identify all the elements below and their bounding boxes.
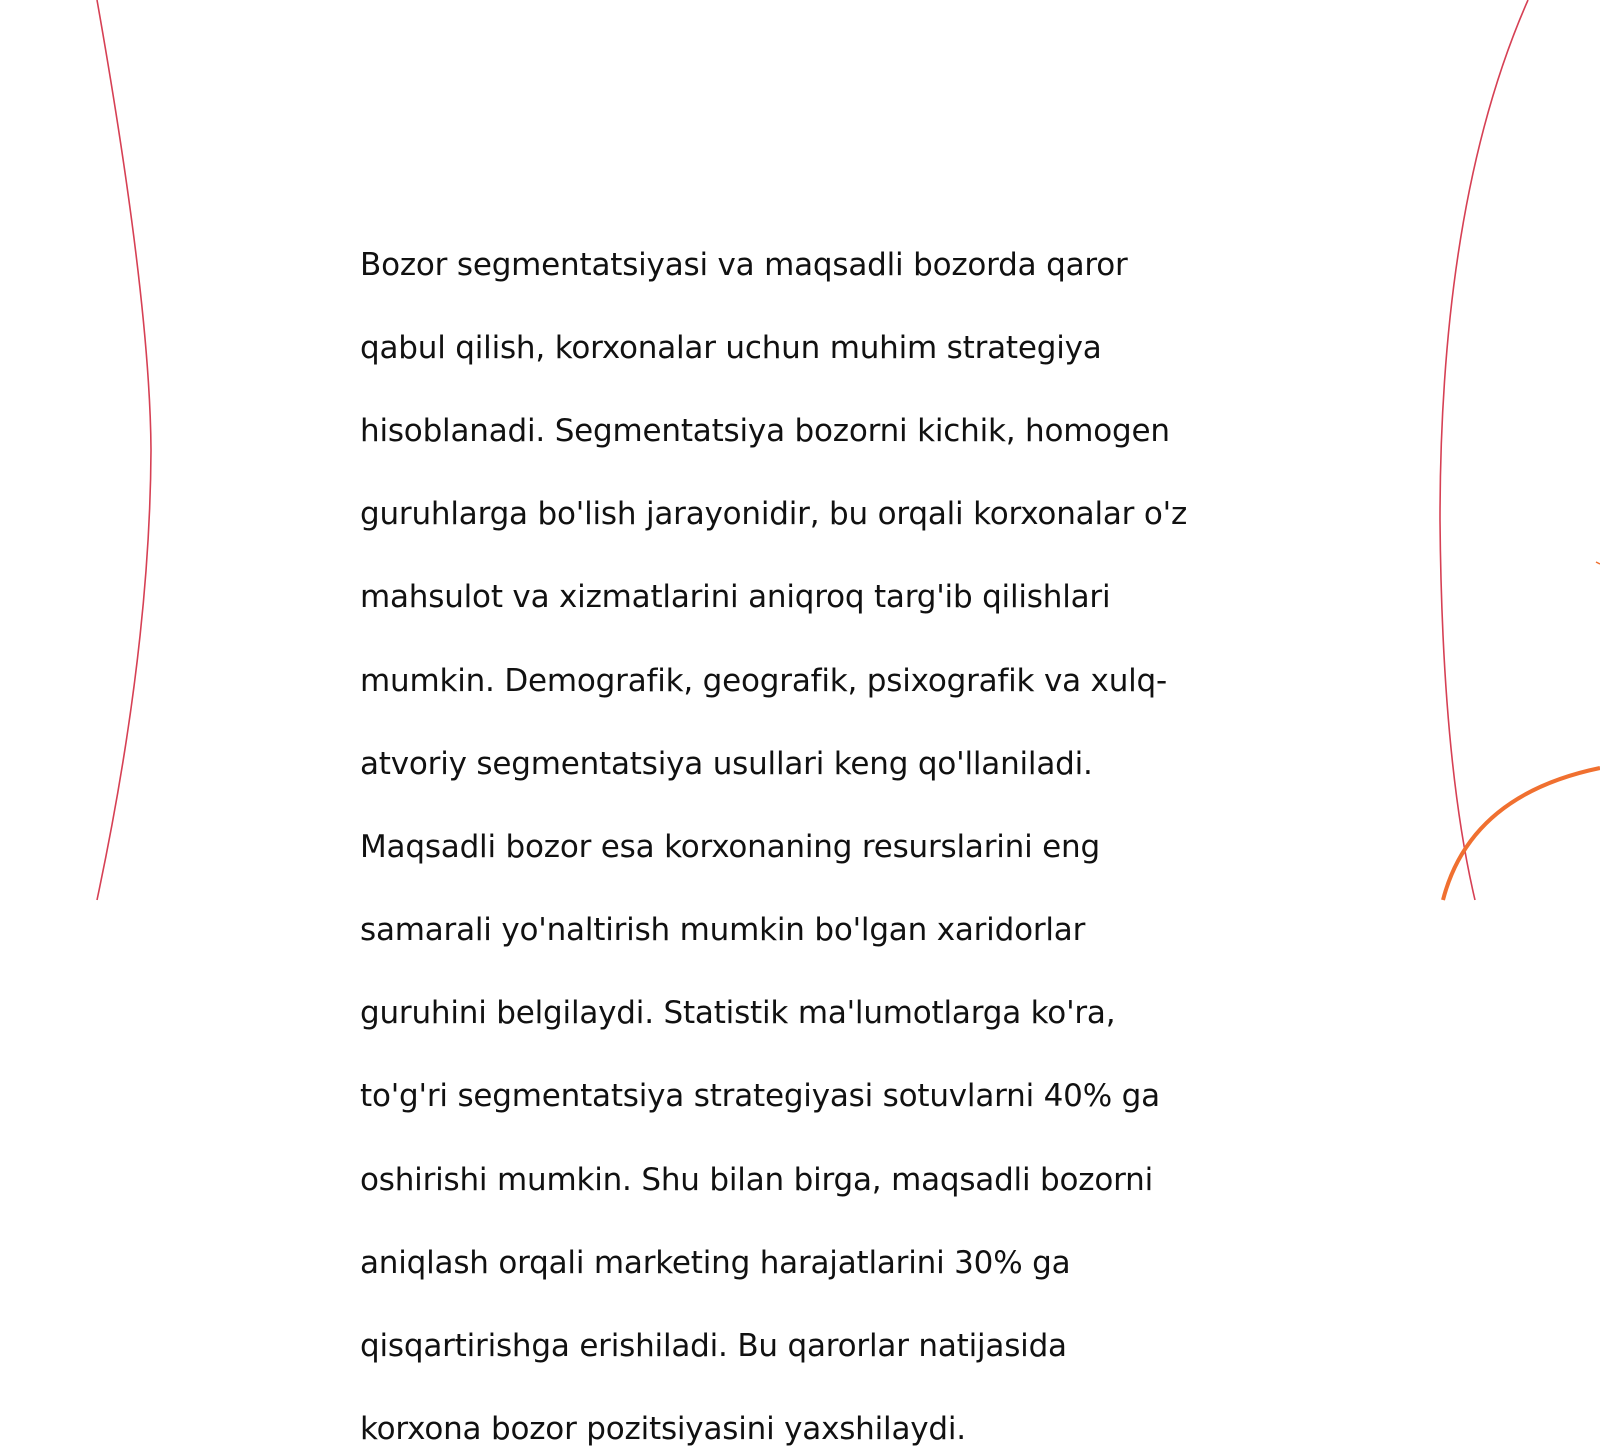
- paragraph-line: guruhlarga bo'lish jarayonidir, bu orqali korxonalar o'z: [360, 496, 1188, 533]
- paragraph-line: oshirishi mumkin. Shu bilan birga, maqsadli bozorni: [360, 1161, 1153, 1198]
- small-tick-mark: [1596, 562, 1600, 564]
- paragraph-line: korxona bozor pozitsiyasini yaxshilaydi.: [360, 1411, 966, 1448]
- paragraph-line: qabul qilish, korxonalar uchun muhim strategiya: [360, 329, 1102, 366]
- paragraph-line: atvoriy segmentatsiya usullari keng qo'llaniladi.: [360, 745, 1093, 782]
- paragraph-line: Maqsadli bozor esa korxonaning resurslarini eng: [360, 828, 1100, 865]
- paragraph-line: to'g'ri segmentatsiya strategiyasi sotuvlarni 40% ga: [360, 1078, 1160, 1115]
- paragraph-line: qisqartirishga erishiladi. Bu qarorlar natijasida: [360, 1328, 1067, 1365]
- paragraph-line: mumkin. Demografik, geografik, psixografik va xulq-: [360, 662, 1168, 699]
- corner-orange-arc: [1443, 768, 1600, 900]
- body-paragraph: [360, 203, 1260, 1451]
- paragraph-line: aniqlash orqali marketing harajatlarini 30% ga: [360, 1244, 1071, 1281]
- paragraph-line: guruhini belgilaydi. Statistik ma'lumotlarga ko'ra,: [360, 995, 1116, 1032]
- paragraph-line: mahsulot va xizmatlarini aniqroq targ'ib qilishlari: [360, 579, 1111, 616]
- left-decorative-curve: [97, 0, 151, 900]
- paragraph-line: samarali yo'naltirish mumkin bo'lgan xaridorlar: [360, 912, 1086, 949]
- paragraph-line: Bozor segmentatsiyasi va maqsadli bozorda qaror: [360, 246, 1128, 283]
- right-decorative-curve: [1440, 0, 1528, 900]
- paragraph-line: hisoblanadi. Segmentatsiya bozorni kichik, homogen: [360, 412, 1170, 449]
